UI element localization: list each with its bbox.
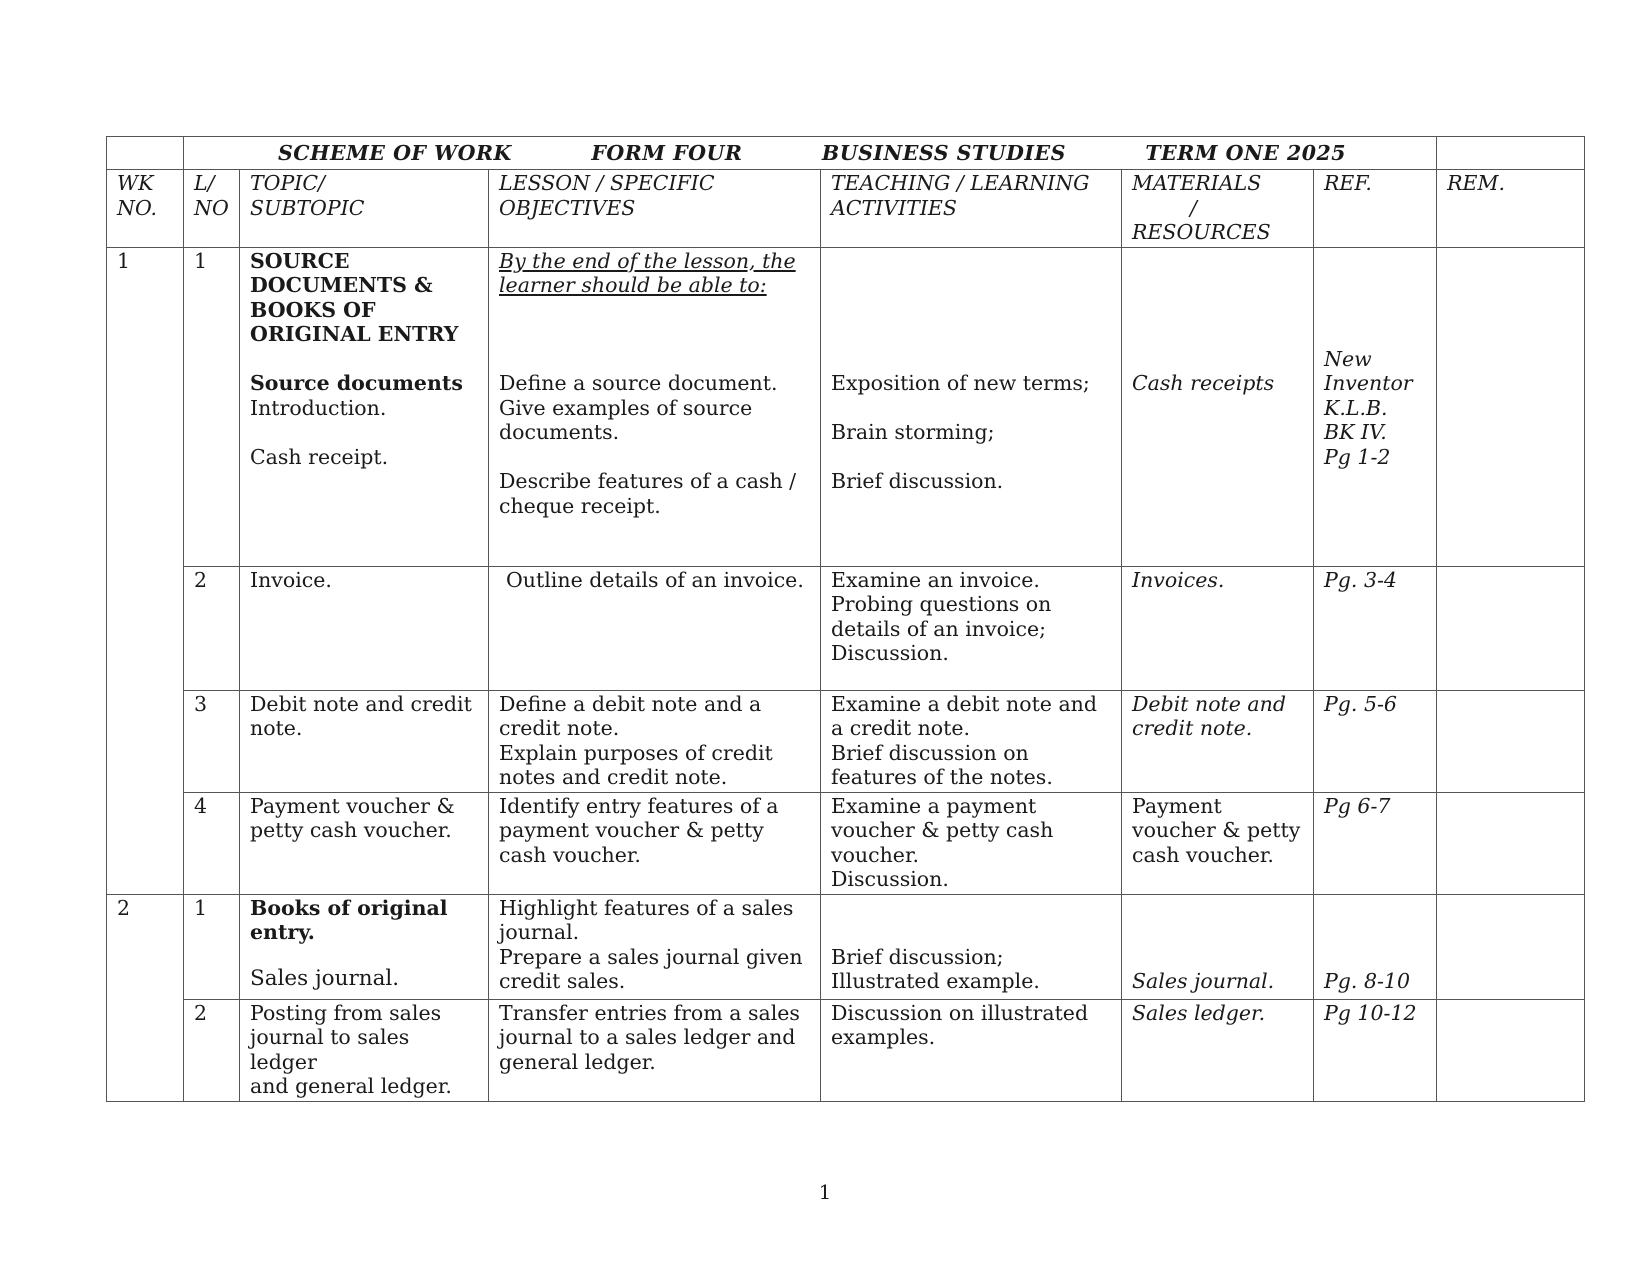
activity-line: Illustrated example. — [831, 969, 1040, 993]
activities-cell — [821, 792, 1122, 894]
header-row — [107, 170, 1585, 248]
objective-line: Transfer entries from a sales — [499, 1000, 800, 1025]
header-topic-line1: TOPIC/ — [250, 171, 325, 195]
ref-cell — [1314, 247, 1437, 566]
objective-line: Define a source document. — [499, 371, 778, 395]
topic-heading: ORIGINAL ENTRY — [250, 322, 459, 346]
header-activities-line1: TEACHING / LEARNING — [831, 171, 1090, 195]
activity-line: features of the notes. — [831, 765, 1053, 789]
header-activities — [821, 170, 1122, 248]
objective-line: Outline details of an invoice. — [506, 567, 804, 592]
header-rem: REM. — [1437, 170, 1585, 248]
materials-cell — [1122, 894, 1314, 999]
banner-empty-right — [1437, 137, 1585, 170]
table-row — [107, 690, 1585, 792]
topic-cell — [240, 999, 489, 1101]
objective-intro: learner should be able to: — [499, 273, 767, 297]
topic-line: and general ledger. — [250, 1074, 452, 1098]
activity-line: Examine a payment — [831, 793, 1037, 818]
remarks-cell — [1437, 894, 1585, 999]
ref-line: Pg. 8-10 — [1324, 969, 1411, 993]
material-line: credit note. — [1132, 716, 1253, 740]
week-number: 2 — [107, 894, 184, 1101]
activities-cell — [821, 690, 1122, 792]
objective-line: Highlight features of a sales — [499, 895, 794, 920]
ref-cell — [1314, 566, 1437, 690]
header-topic — [240, 170, 489, 248]
activity-line: Discussion. — [831, 867, 949, 891]
topic-cell — [240, 247, 489, 566]
objective-line: documents. — [499, 420, 620, 444]
banner-subject: BUSINESS STUDIES — [821, 140, 1066, 165]
activity-line: Examine an invoice. — [831, 567, 1040, 592]
lesson-number: 1 — [184, 894, 240, 999]
banner-scheme: SCHEME OF WORK — [278, 140, 512, 165]
banner-empty-left — [107, 137, 184, 170]
material-line: Cash receipts — [1132, 371, 1275, 395]
topic-line: journal to sales ledger — [250, 1025, 410, 1074]
activities-cell — [821, 894, 1122, 999]
objective-line: Prepare a sales journal given — [499, 944, 803, 969]
subtopic-line: Introduction. — [250, 395, 387, 420]
banner-term: TERM ONE 2025 — [1145, 140, 1347, 165]
materials-cell — [1122, 247, 1314, 566]
materials-cell — [1122, 792, 1314, 894]
ref-line: BK IV. — [1324, 420, 1387, 444]
header-objectives-line1: LESSON / SPECIFIC — [499, 171, 715, 195]
materials-cell — [1122, 690, 1314, 792]
page-number: 1 — [818, 1180, 832, 1204]
header-materials — [1122, 170, 1314, 248]
topic-heading: DOCUMENTS & — [250, 273, 433, 297]
remarks-cell — [1437, 247, 1585, 566]
objective-line: journal to a sales ledger and — [499, 1025, 796, 1049]
remarks-cell — [1437, 690, 1585, 792]
objective-line: Describe features of a cash / — [499, 469, 797, 493]
ref-line: New — [1324, 346, 1372, 371]
header-materials-line2: / — [1190, 195, 1197, 220]
topic-line: Posting from sales — [250, 1000, 442, 1025]
topic-line: petty cash voucher. — [250, 818, 452, 842]
objective-line: cheque receipt. — [499, 493, 661, 518]
activity-line: Probing questions on — [831, 592, 1052, 616]
scheme-of-work-table — [106, 136, 1585, 1102]
topic-line: Payment voucher & — [250, 793, 455, 818]
activity-line: Discussion on illustrated — [831, 1000, 1089, 1025]
table-row — [107, 792, 1585, 894]
topic-heading: BOOKS OF — [250, 297, 376, 322]
activity-line: Exposition of new terms; — [831, 371, 1090, 395]
table-row — [107, 566, 1585, 690]
objective-line: payment voucher & petty — [499, 818, 764, 842]
material-line: Invoices. — [1132, 567, 1225, 592]
material-line: Sales ledger. — [1132, 1000, 1266, 1025]
material-line: Sales journal. — [1132, 969, 1275, 993]
header-activities-line2: ACTIVITIES — [831, 195, 957, 220]
lesson-number: 4 — [184, 792, 240, 894]
topic-cell — [240, 792, 489, 894]
activity-line: Brief discussion on — [831, 740, 1029, 765]
banner-title — [194, 141, 1426, 166]
topic-cell — [240, 894, 489, 999]
objectives-cell — [489, 566, 821, 690]
lesson-number: 3 — [184, 690, 240, 792]
banner-row — [107, 137, 1585, 170]
material-line: voucher & petty — [1132, 818, 1301, 842]
activity-line: Brief discussion. — [831, 469, 1004, 493]
activity-line: Brain storming; — [831, 420, 995, 444]
objective-line: Explain purposes of credit — [499, 740, 773, 765]
topic-heading: entry. — [250, 920, 315, 944]
table-row — [107, 894, 1585, 999]
topic-line: Invoice. — [250, 567, 332, 592]
subtopic-line: Cash receipt. — [250, 444, 389, 469]
activity-line: a credit note. — [831, 716, 971, 740]
activities-cell — [821, 999, 1122, 1101]
header-ref: REF. — [1314, 170, 1437, 248]
lesson-number: 2 — [184, 566, 240, 690]
banner-title-cell — [184, 137, 1437, 170]
topic-line: note. — [250, 716, 303, 740]
objective-line: journal. — [499, 920, 580, 944]
header-lno — [184, 170, 240, 248]
ref-line: K.L.B. — [1324, 395, 1388, 420]
activity-line: examples. — [831, 1025, 936, 1049]
header-objectives — [489, 170, 821, 248]
activity-line: Examine a debit note and — [831, 691, 1097, 716]
ref-cell — [1314, 690, 1437, 792]
material-line: cash voucher. — [1132, 842, 1274, 867]
ref-line: Pg. 5-6 — [1324, 691, 1397, 716]
ref-line: Pg. 3-4 — [1324, 567, 1397, 592]
objective-line: notes and credit note. — [499, 765, 728, 789]
objective-intro: By the end of the lesson, the — [499, 248, 796, 273]
objectives-cell — [489, 999, 821, 1101]
subtopic-line: Sales journal. — [250, 965, 400, 991]
topic-cell — [240, 690, 489, 792]
ref-line: Pg 1-2 — [1324, 444, 1391, 469]
lesson-number: 1 — [184, 247, 240, 566]
activity-line: voucher & petty cash — [831, 818, 1054, 842]
material-line: Payment — [1132, 793, 1222, 818]
lesson-number: 2 — [184, 999, 240, 1101]
header-materials-line1: MATERIALS — [1132, 171, 1262, 195]
activity-line: Discussion. — [831, 641, 949, 665]
objective-line: Identify entry features of a — [499, 793, 779, 818]
ref-line: Pg 6-7 — [1324, 793, 1391, 818]
activity-line: details of an invoice; — [831, 616, 1047, 641]
banner-form: FORM FOUR — [591, 140, 743, 165]
activity-line: voucher. — [831, 842, 920, 867]
remarks-cell — [1437, 792, 1585, 894]
activities-cell — [821, 247, 1122, 566]
activities-cell — [821, 566, 1122, 690]
activity-line: Brief discussion; — [831, 944, 1004, 969]
objective-line: cash voucher. — [499, 842, 641, 867]
ref-line: Pg 10-12 — [1324, 1000, 1417, 1025]
header-materials-line3: RESOURCES — [1132, 220, 1271, 244]
objective-line: credit note. — [499, 716, 620, 740]
header-lno-line1: L/ — [194, 171, 215, 195]
objective-line: general ledger. — [499, 1049, 656, 1074]
topic-cell — [240, 566, 489, 690]
objective-line: Give examples of source — [499, 395, 753, 420]
header-lno-line2: NO — [194, 195, 229, 220]
table-row — [107, 999, 1585, 1101]
objective-line: Define a debit note and a — [499, 691, 762, 716]
header-objectives-line2: OBJECTIVES — [499, 195, 636, 220]
header-wk-line2: NO. — [117, 195, 158, 220]
ref-cell — [1314, 999, 1437, 1101]
header-topic-line2: SUBTOPIC — [250, 195, 365, 220]
week-number: 1 — [107, 247, 184, 894]
objectives-cell — [489, 894, 821, 999]
objective-line: credit sales. — [499, 969, 626, 993]
header-wk — [107, 170, 184, 248]
material-line: Debit note and — [1132, 691, 1286, 716]
ref-cell — [1314, 792, 1437, 894]
topic-line: Debit note and credit — [250, 691, 472, 716]
ref-line: Inventor — [1324, 371, 1413, 395]
header-wk-line1: WK — [117, 171, 154, 195]
materials-cell — [1122, 566, 1314, 690]
topic-heading: SOURCE — [250, 248, 350, 273]
remarks-cell — [1437, 566, 1585, 690]
objectives-cell — [489, 690, 821, 792]
ref-cell — [1314, 894, 1437, 999]
remarks-cell — [1437, 999, 1585, 1101]
table-row — [107, 247, 1585, 566]
materials-cell — [1122, 999, 1314, 1101]
objectives-cell — [489, 792, 821, 894]
objectives-cell — [489, 247, 821, 566]
subtopic-heading: Source documents — [250, 371, 463, 395]
topic-heading: Books of original — [250, 895, 448, 920]
